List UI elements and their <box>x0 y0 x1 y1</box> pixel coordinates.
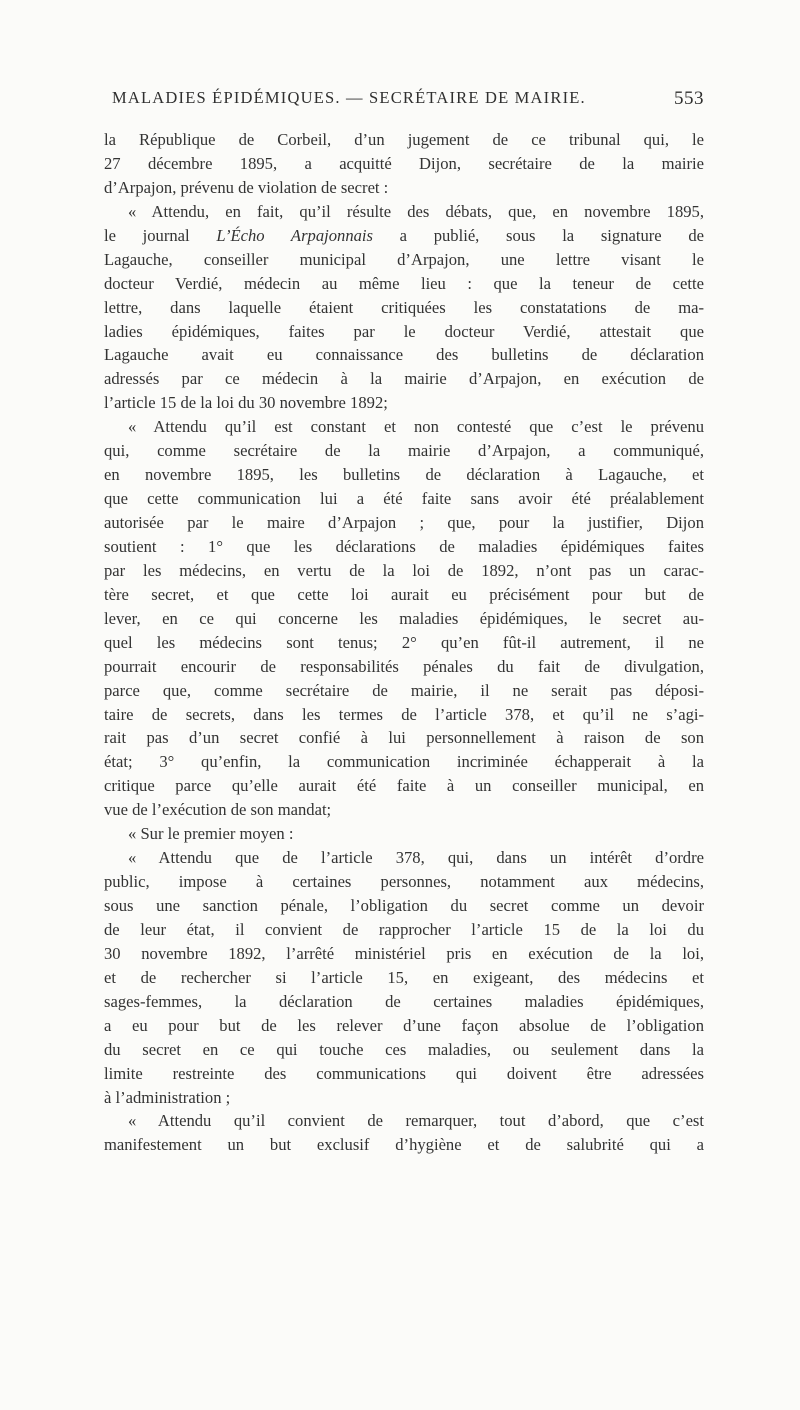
text-line: « Sur le premier moyen : <box>128 824 294 844</box>
text-line: que cette communication lui a été faite sans avoir été préalablement <box>104 489 704 509</box>
text-line: 30 novembre 1892, l’arrêté ministériel pris en exécution de la loi, <box>104 943 704 963</box>
text-line: autorisée par le maire d’Arpajon ; que, pour la justifier, Dijon <box>104 513 704 532</box>
text-line: manifestement un but exclusif d’hygiène et de salubrité qui a <box>104 1135 704 1155</box>
text-line: lettre, dans laquelle étaient critiquées les constatations de ma- <box>104 297 704 317</box>
text-line: le journal L’Écho Arpajonnais a publié, sous la signature de <box>104 225 704 245</box>
text-line: rait pas d’un secret confié à lui personnellement à raison de son <box>104 728 704 748</box>
text-line: 27 décembre 1895, a acquitté Dijon, secrétaire de la mairie <box>104 153 704 173</box>
text-line: critique parce qu’elle aurait été faite à un conseiller municipal, en <box>104 776 704 796</box>
text-line: quel les médecins sont tenus; 2° qu’en fût-il autrement, il ne <box>104 632 704 652</box>
text-line: public, impose à certaines personnes, notamment aux médecins, <box>104 872 704 892</box>
text-line: limite restreinte des communications qui doivent être adressées <box>104 1063 704 1083</box>
text-line: tère secret, et que cette loi aurait eu précisément pour but de <box>104 584 704 604</box>
running-head <box>104 88 704 110</box>
text-line: adressés par ce médecin à la mairie d’Arpajon, en exécution de <box>104 369 704 389</box>
text-line: par les médecins, en vertu de la loi de 1892, n’ont pas un carac- <box>104 560 704 580</box>
text-line: soutient : 1° que les déclarations de maladies épidémiques faites <box>104 536 704 556</box>
text-line: docteur Verdié, médecin au même lieu : que la teneur de cette <box>104 273 704 293</box>
text-line: pourrait encourir de responsabilités pénales du fait de divulgation, <box>104 656 704 676</box>
text-line: et de rechercher si l’article 15, en exigeant, des médecins et <box>104 967 704 987</box>
text-line: taire de secrets, dans les termes de l’article 378, et qu’il ne s’agi- <box>104 704 704 724</box>
text-line: parce que, comme secrétaire de mairie, il ne serait pas déposi- <box>104 680 704 700</box>
text-line: « Attendu qu’il est constant et non contesté que c’est le prévenu <box>128 417 704 437</box>
text-line: sages-femmes, la déclaration de certaines maladies épidémiques, <box>104 991 704 1011</box>
text-line: Lagauche, conseiller municipal d’Arpajon, une lettre visant le <box>104 249 704 269</box>
text-line: de leur état, il convient de rapprocher l’article 15 de la loi du <box>104 919 704 939</box>
text-line: ladies épidémiques, faites par le docteur Verdié, attestait que <box>104 321 704 341</box>
text-line: Lagauche avait eu connaissance des bulletins de déclaration <box>104 345 704 365</box>
text-line: en novembre 1895, les bulletins de déclaration à Lagauche, et <box>104 465 704 485</box>
text-line: « Attendu, en fait, qu’il résulte des débats, que, en novembre 1895, <box>128 201 704 221</box>
text-line: a eu pour but de les relever d’une façon absolue de l’obligation <box>104 1015 704 1035</box>
page-number: 553 <box>674 88 704 109</box>
text-line: état; 3° qu’enfin, la communication incriminée échapperait à la <box>104 752 704 772</box>
text-line: à l’administration ; <box>104 1087 231 1107</box>
running-title: MALADIES ÉPIDÉMIQUES. — SECRÉTAIRE DE MAIRIE. <box>112 88 586 107</box>
text-line: du secret en ce qui touche ces maladies, ou seulement dans la <box>104 1039 704 1059</box>
text-line: la République de Corbeil, d’un jugement de ce tribunal qui, le <box>104 130 704 149</box>
text-line: « Attendu que de l’article 378, qui, dans un intérêt d’ordre <box>128 848 704 868</box>
journal-title: L’Écho Arpajonnais <box>216 225 373 245</box>
text-line: vue de l’exécution de son mandat; <box>104 800 332 820</box>
body-text <box>104 128 704 1157</box>
text-line: sous une sanction pénale, l’obligation du secret comme un devoir <box>104 896 704 915</box>
text-line: « Attendu qu’il convient de remarquer, tout d’abord, que c’est <box>128 1111 704 1131</box>
text-line: d’Arpajon, prévenu de violation de secret : <box>104 177 389 197</box>
text-line: l’article 15 de la loi du 30 novembre 1892; <box>104 393 388 413</box>
text-line: qui, comme secrétaire de la mairie d’Arpajon, a communiqué, <box>104 441 704 461</box>
text-line: lever, en ce qui concerne les maladies épidémiques, le secret au- <box>104 608 704 628</box>
